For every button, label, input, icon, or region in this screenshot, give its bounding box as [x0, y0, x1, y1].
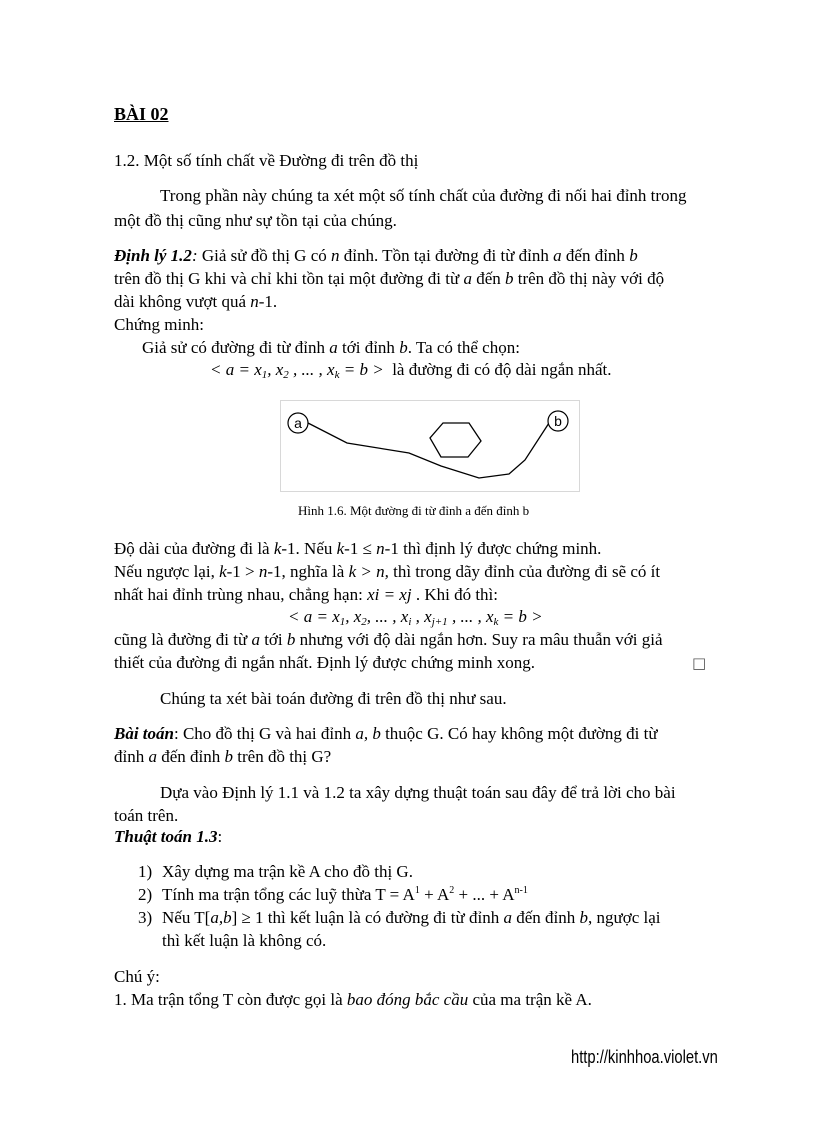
- proof2-line-1: Độ dài của đường đi là k-1. Nếu k-1 ≤ n-1 thì định lý được chứng minh.: [114, 539, 602, 558]
- algorithm-step-3: Nếu T[a,b] ≥ 1 thì kết luận là có đường đi từ đỉnh a đến đỉnh b, ngược lại: [162, 908, 661, 927]
- proof2-line-3: nhất hai đỉnh trùng nhau, chẳng hạn: xi = xj . Khi đó thì:: [114, 585, 498, 604]
- algorithm-step-3-number: 3): [138, 908, 153, 927]
- proof-sequence-2: < $a = x_1$, $x_2$, ... , $x_i$ , $x_{j+1}$ , ... , $x_k = b$ >: [288, 607, 543, 628]
- proof2-line-5: thiết của đường đi ngắn nhất. Định lý được chứng minh xong.: [114, 653, 535, 672]
- algorithm-step-3-line-2: thì kết luận là không có.: [162, 931, 327, 950]
- problem-label: Bài toán: [114, 724, 174, 743]
- algorithm-step-2-number: 2): [138, 885, 153, 904]
- algorithm-step-1: Xây dựng ma trận kề A cho đồ thị G.: [162, 862, 413, 881]
- algorithm-step-2: Tính ma trận tổng các luỹ thừa $T = A^1 + A^2$ + ... + $A^{n-1}$: [162, 885, 528, 904]
- problem-line-2: đỉnh a đến đỉnh b trên đồ thị G?: [114, 747, 332, 766]
- intro-line-2: một đồ thị cũng như sự tồn tại của chúng.: [114, 211, 397, 230]
- theorem-line-2: trên đồ thị G khi và chỉ khi tồn tại một đường đi từ a đến b trên đồ thị này với độ: [114, 269, 665, 288]
- basis-line-1: Dựa vào Định lý 1.1 và 1.2 ta xây dựng thuật toán sau đây để trả lời cho bài: [160, 783, 676, 802]
- cycle-hexagon: [430, 423, 481, 457]
- path-diagram: [281, 401, 579, 491]
- proof-line-1: Giả sử có đường đi từ đỉnh a tới đỉnh b. Ta có thể chọn:: [142, 338, 520, 357]
- path-line: [308, 423, 549, 478]
- algorithm-heading: Thuật toán 1.3:: [114, 827, 223, 846]
- algorithm-label: Thuật toán 1.3: [114, 827, 218, 846]
- proof2-line-4: cũng là đường đi từ a tới b nhưng với độ dài ngắn hơn. Suy ra mâu thuẫn với giả: [114, 630, 663, 649]
- node-b-label: b: [554, 413, 562, 429]
- theorem-label: Định lý 1.2: [114, 246, 192, 265]
- note-1: 1. Ma trận tổng T còn được gọi là bao đóng bắc cầu của ma trận kề A.: [114, 990, 592, 1009]
- qed-icon: □: [692, 654, 707, 672]
- page-title: BÀI 02: [114, 104, 169, 124]
- basis-line-2: toán trên.: [114, 806, 179, 825]
- proof-label: Chứng minh:: [114, 315, 204, 334]
- problem-line-1: Bài toán: Cho đồ thị G và hai đỉnh a, b thuộc G. Có hay không một đường đi từ: [114, 724, 658, 743]
- notes-label: Chú ý:: [114, 967, 160, 986]
- footer-url[interactable]: http://kinhhoa.violet.vn: [571, 1047, 718, 1067]
- transition-line: Chúng ta xét bài toán đường đi trên đồ thị như sau.: [160, 689, 507, 708]
- algorithm-step-1-number: 1): [138, 862, 153, 881]
- intro-line-1: Trong phần này chúng ta xét một số tính chất của đường đi nối hai đỉnh trong: [160, 186, 687, 205]
- node-a-label: a: [294, 415, 302, 431]
- proof-sequence-1: < $a = x_1$, $x_2$ , ... , $x_k = b$ > là đường đi có độ dài ngắn nhất.: [210, 360, 612, 381]
- figure-frame: [280, 400, 580, 492]
- proof2-line-2: Nếu ngược lại, k-1 > n-1, nghĩa là k > n, thì trong dãy đỉnh của đường đi sẽ có ít: [114, 562, 661, 581]
- figure-caption: Hình 1.6. Một đường đi từ đỉnh a đến đỉnh b: [298, 503, 530, 518]
- theorem-line-3: dài không vượt quá n-1.: [114, 292, 278, 311]
- theorem-line-1: Định lý 1.2: Giả sử đồ thị G có n đỉnh. Tồn tại đường đi từ đỉnh a đến đỉnh b: [114, 246, 638, 265]
- section-heading: 1.2. Một số tính chất về Đường đi trên đồ thị: [114, 151, 419, 170]
